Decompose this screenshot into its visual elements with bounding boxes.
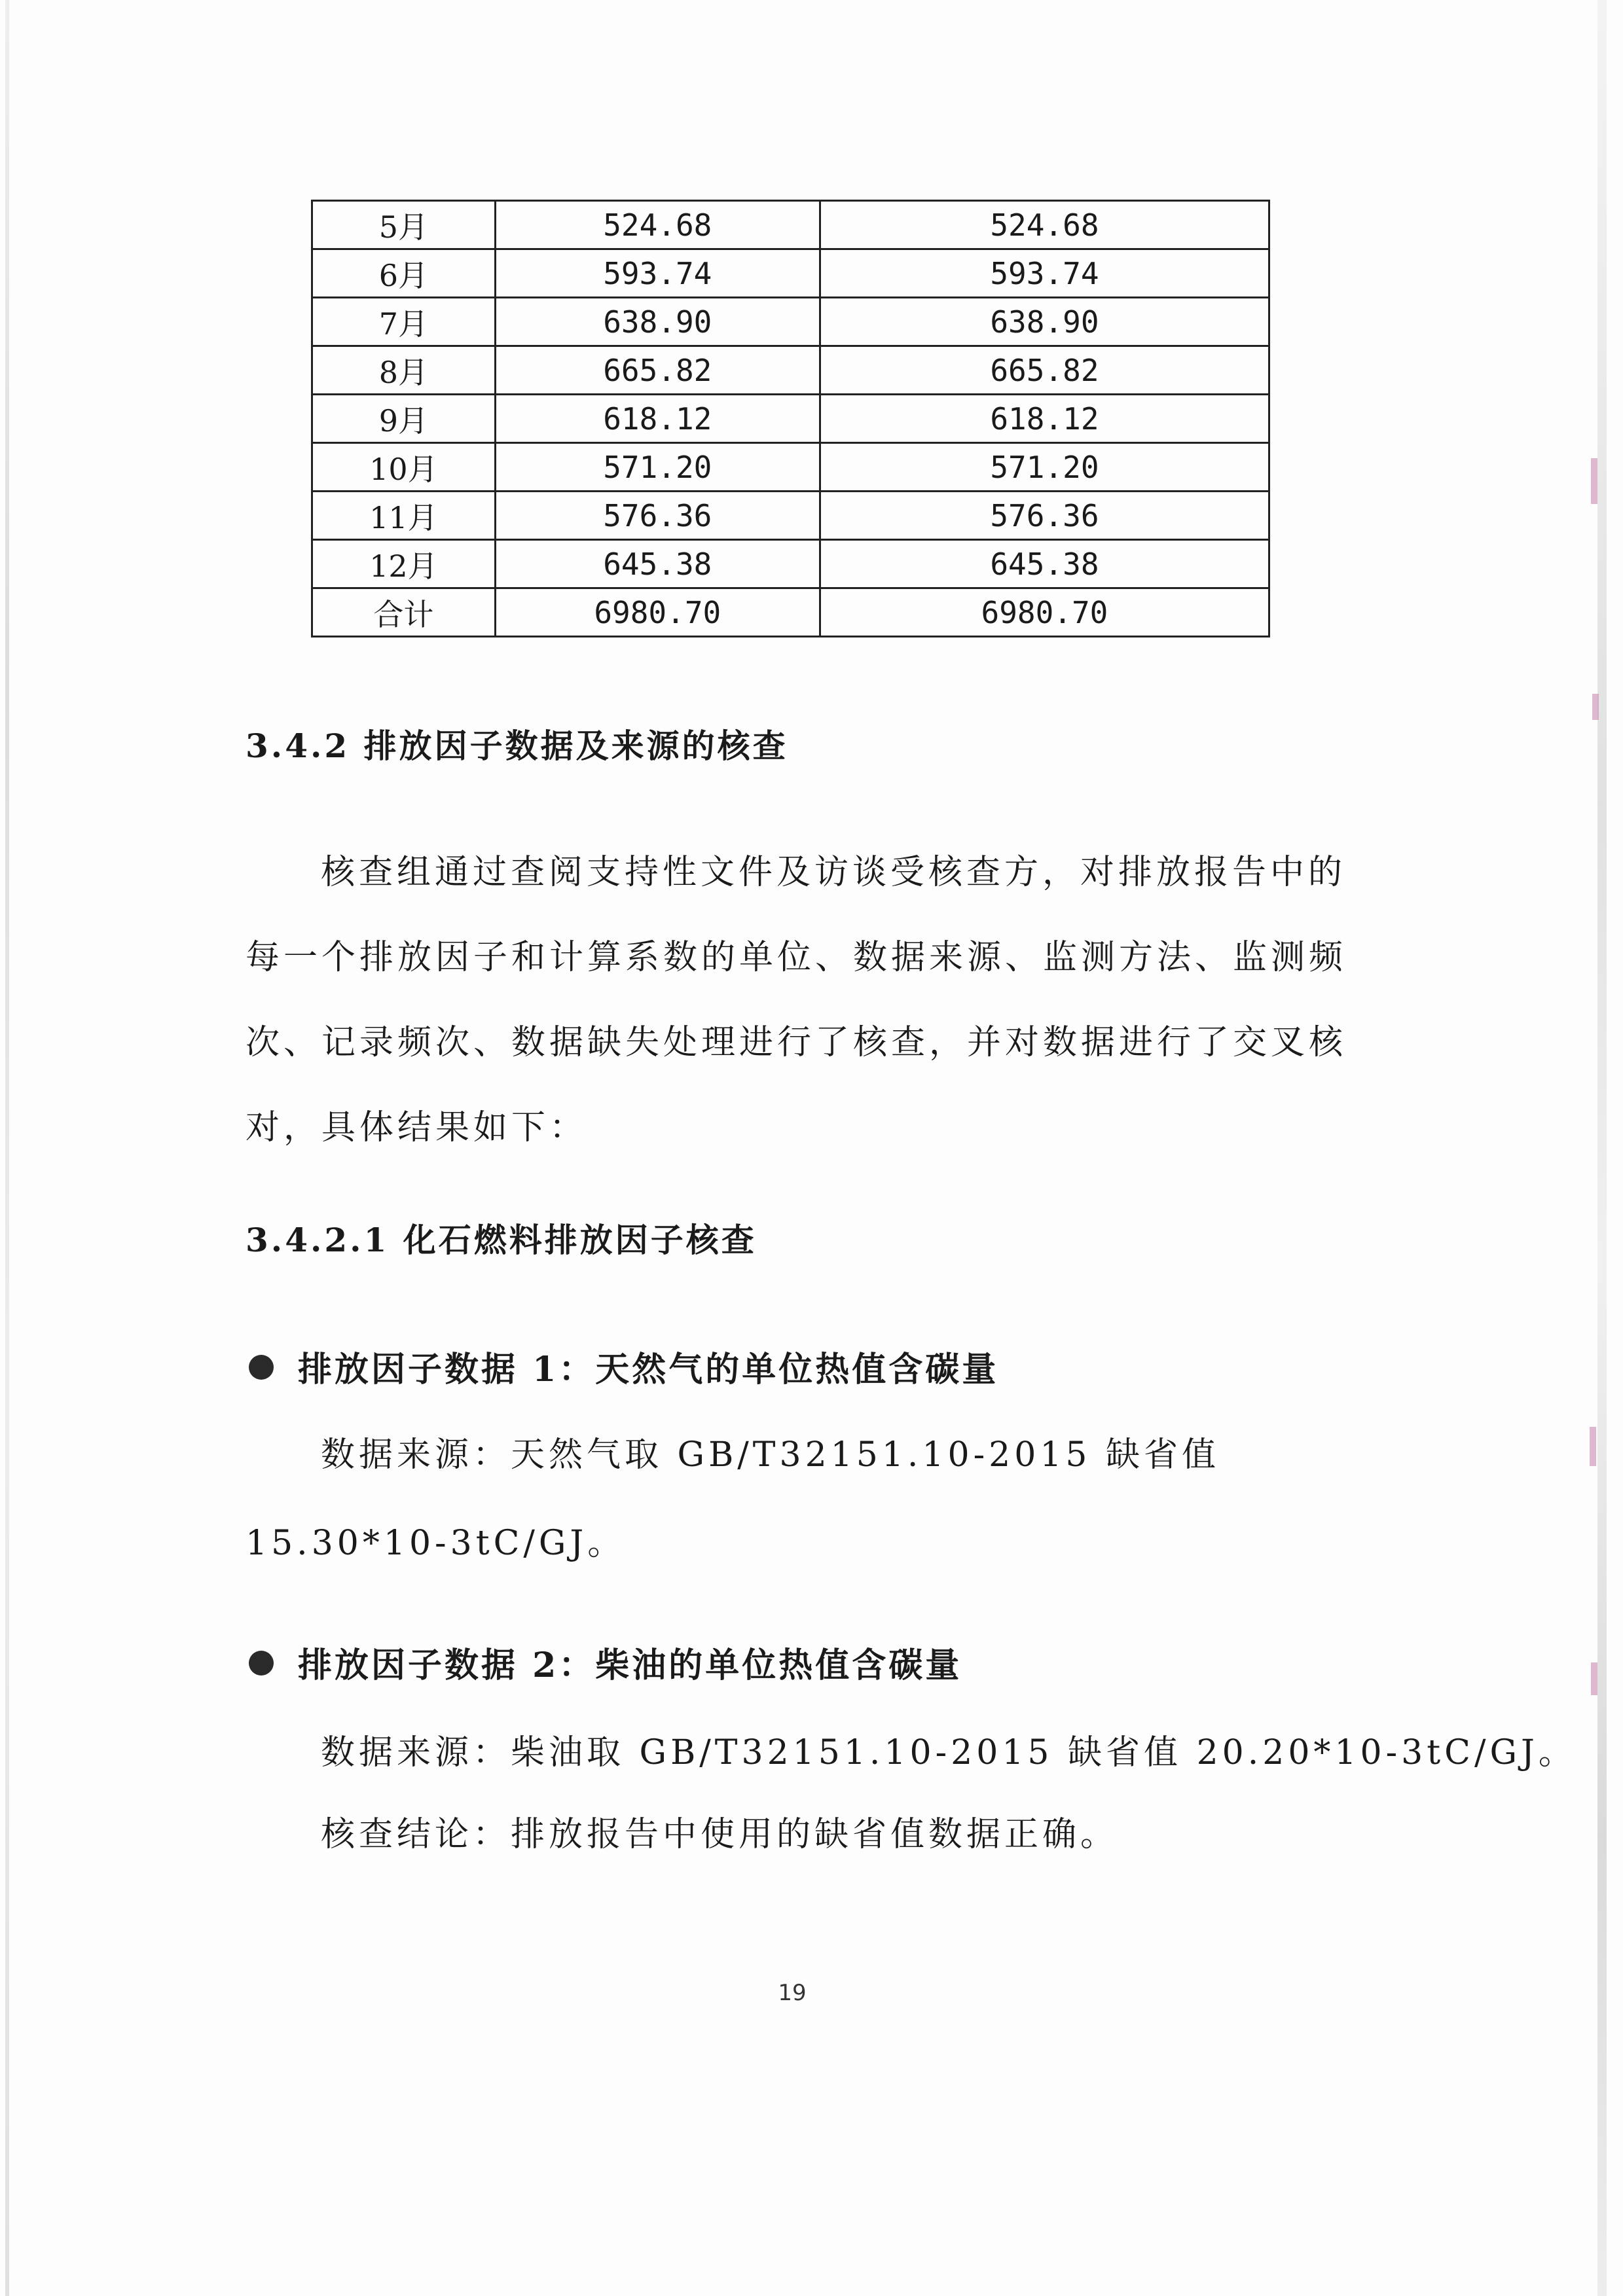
table-row (312, 201, 1269, 249)
scan-edge-left (5, 0, 9, 2296)
table-cell-total-value: 6980.70 (495, 588, 820, 637)
table-cell-month: 11月 (312, 492, 496, 540)
table-cell-total-value: 6980.70 (820, 588, 1269, 637)
monthly-data-table (311, 200, 1270, 637)
table-cell-value: 618.12 (495, 395, 820, 443)
scan-mark (1591, 1662, 1597, 1695)
table-row-total (312, 588, 1269, 637)
table-row (312, 249, 1269, 298)
paragraph-line: 对，具体结果如下： (246, 1108, 588, 1147)
section-heading-3-4-2: 3.4.2 排放因子数据及来源的核查 (246, 726, 788, 765)
table-row (312, 443, 1269, 492)
table-cell-month: 6月 (312, 249, 496, 298)
bullet-dot-icon (249, 1355, 274, 1380)
table-row (312, 346, 1269, 395)
table-cell-value: 593.74 (495, 249, 820, 298)
table-row (312, 492, 1269, 540)
table-cell-month: 7月 (312, 298, 496, 346)
table-cell-value: 571.20 (820, 443, 1269, 492)
table-cell-value: 645.38 (495, 540, 820, 588)
section-heading-3-4-2-1: 3.4.2.1 化石燃料排放因子核查 (246, 1221, 757, 1259)
table-cell-value: 665.82 (820, 346, 1269, 395)
table-cell-value: 576.36 (495, 492, 820, 540)
table-cell-value: 665.82 (495, 346, 820, 395)
bullet-item-title: 排放因子数据 2：柴油的单位热值含碳量 (298, 1645, 962, 1685)
table-cell-value: 571.20 (495, 443, 820, 492)
table-cell-value: 593.74 (820, 249, 1269, 298)
table-row (312, 395, 1269, 443)
table-cell-month: 9月 (312, 395, 496, 443)
paragraph-line: 次、记录频次、数据缺失处理进行了核查，并对数据进行了交叉核 (246, 1023, 1347, 1062)
scan-mark (1591, 458, 1597, 504)
table-cell-month: 5月 (312, 201, 496, 249)
bullet-dot-icon (249, 1651, 274, 1676)
bullet-item-title: 排放因子数据 1：天然气的单位热值含碳量 (298, 1350, 999, 1390)
scan-mark (1592, 694, 1599, 720)
bullet-item-line: 15.30*10-3tC/GJ。 (246, 1524, 626, 1563)
table-cell-value: 576.36 (820, 492, 1269, 540)
bullet-item-line: 数据来源：天然气取 GB/T32151.10-2015 缺省值 (321, 1435, 1220, 1475)
table-cell-value: 618.12 (820, 395, 1269, 443)
paragraph-line: 每一个排放因子和计算系数的单位、数据来源、监测方法、监测频 (246, 938, 1347, 977)
bullet-item-line: 数据来源：柴油取 GB/T32151.10-2015 缺省值 20.20*10-3tC/GJ。 (321, 1733, 1577, 1772)
table-row (312, 540, 1269, 588)
table-cell-value: 524.68 (820, 201, 1269, 249)
bullet-item-line: 核查结论：排放报告中使用的缺省值数据正确。 (321, 1815, 1119, 1854)
scan-mark (1590, 1427, 1596, 1466)
table-cell-value: 524.68 (495, 201, 820, 249)
table-cell-month: 8月 (312, 346, 496, 395)
table-cell-value: 638.90 (820, 298, 1269, 346)
scan-edge-right (1597, 0, 1607, 2296)
page-number: 19 (778, 1980, 807, 2006)
table-cell-total-label: 合计 (312, 588, 496, 637)
table-cell-month: 10月 (312, 443, 496, 492)
table-cell-value: 638.90 (495, 298, 820, 346)
table-cell-value: 645.38 (820, 540, 1269, 588)
table-row (312, 298, 1269, 346)
table-cell-month: 12月 (312, 540, 496, 588)
paragraph-line: 核查组通过查阅支持性文件及访谈受核查方，对排放报告中的 (321, 853, 1347, 892)
